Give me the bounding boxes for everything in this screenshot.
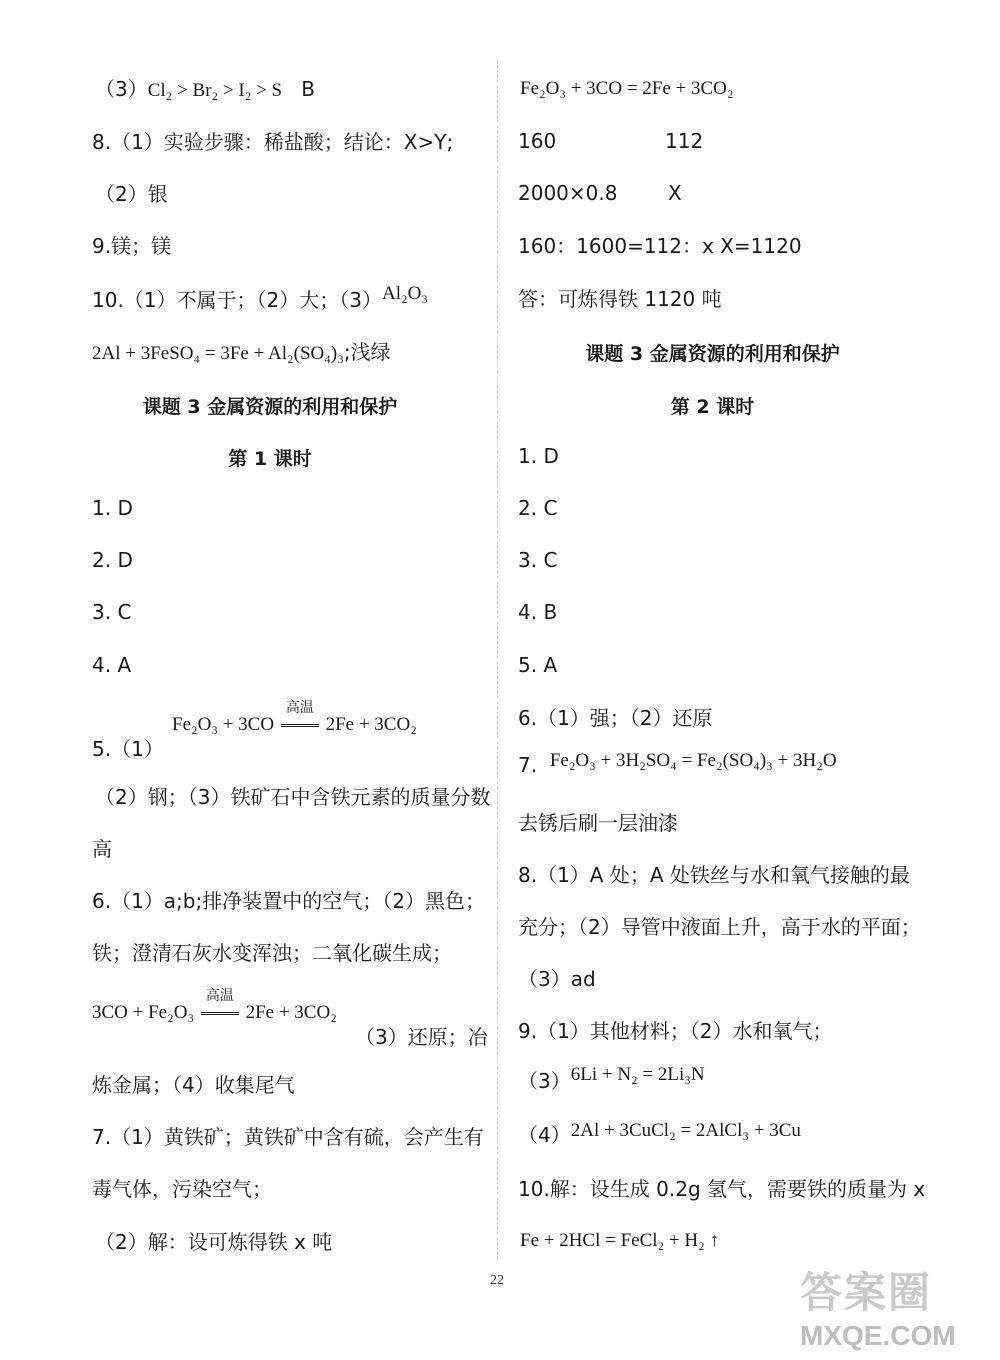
answer-r2: 2. C — [518, 496, 558, 520]
answer-r4: 4. B — [518, 600, 558, 624]
answer-r3: 3. C — [518, 548, 558, 572]
double-bar — [281, 724, 319, 727]
answer-q6-3: （3）还原；冶 — [355, 1025, 488, 1049]
answer-2: 2. D — [92, 548, 133, 572]
answer-r9-4 — [518, 1122, 801, 1150]
answer-q5-3: 高 — [92, 837, 112, 861]
calc-answer: 答：可炼得铁 1120 吨 — [518, 287, 722, 311]
answer-q9: 9.镁；镁 — [92, 234, 172, 258]
answer-line-3 — [95, 76, 315, 104]
equation-co-fe2o3 — [92, 989, 337, 1026]
answer-q8-2: （2）银 — [95, 182, 168, 206]
answer-q6-2: 铁；澄清石灰水变浑浊；二氧化碳生成； — [92, 941, 452, 965]
answer-number: 7. — [518, 753, 538, 777]
answer-r8-2: 充分；（2）导管中液面上升，高于水的平面； — [518, 915, 921, 939]
answer-r5: 5. A — [518, 653, 558, 677]
answer-q7-1: 7.（1）黄铁矿；黄铁矿中含有硫，会产生有 — [92, 1125, 484, 1149]
condition-high-temp: 高温 — [285, 701, 314, 716]
answer-q5-2: （2）钢；（3）铁矿石中含铁元素的质量分数 — [95, 785, 491, 809]
answer-q7-3: （2）解：设可炼得铁 x 吨 — [95, 1230, 333, 1254]
answer-r7 — [518, 752, 837, 780]
answer-r10: 10.解：设生成 0.2g 氢气，需要铁的质量为 x — [518, 1177, 926, 1201]
double-bar — [201, 1012, 239, 1015]
answer-r9-1: 9.（1）其他材料；（2）水和氧气； — [518, 1019, 833, 1043]
equation-fe2o3-co-plain: Fe₂O₃ + 3CO = 2Fe + 3CO₂ — [520, 78, 734, 99]
section-heading-topic-right: 课题 3 金属资源的利用和保护 — [585, 343, 840, 365]
answer-r8-1: 8.（1）A 处；A 处铁丝与水和氧气接触的最 — [518, 863, 910, 887]
answer-choice: B — [301, 77, 315, 101]
answer-r1: 1. D — [518, 444, 559, 468]
equation-al-cucl2: 2Al + 3CuCl₂ = 2AlCl₃ + 3Cu — [570, 1120, 801, 1141]
equation-fe2o3-h2so4: Fe₂O₃ + 3H₂SO₄ = Fe₂(SO₄)₃ + 3H₂O — [549, 750, 837, 771]
answer-q6-4: 炼金属；（4）收集尾气 — [92, 1073, 295, 1097]
answer-3: 3. C — [92, 600, 132, 624]
answer-q10-text: 10.（1）不属于；（2）大；（3） — [92, 288, 382, 312]
answer-label: （3） — [518, 1069, 571, 1093]
calc-112: 112 — [665, 129, 704, 153]
reaction-condition — [281, 701, 319, 738]
answer-prefix: （3） — [95, 77, 148, 101]
answer-q10-a — [92, 283, 428, 315]
logo-text-bottom: MXQE.COM — [800, 1320, 956, 1351]
answer-q8-1: 8.（1）实验步骤：稀盐酸；结论：X>Y; — [92, 130, 454, 154]
equation-li-n2: 6Li + N₂ = 2Li₃N — [570, 1064, 705, 1085]
answer-4: 4. A — [92, 653, 132, 677]
section-heading-lesson-1: 第 1 课时 — [228, 448, 312, 470]
answer-q10-b — [92, 339, 391, 367]
equation-fe2o3-co — [172, 701, 417, 738]
formula-al2o3: Al₂O₃ — [381, 283, 428, 304]
reaction-condition — [201, 989, 239, 1026]
answer-label: （4） — [518, 1123, 571, 1147]
equation-right: 2Fe + 3CO₂ — [245, 1002, 337, 1023]
equation-al-feso4: 2Al + 3FeSO₄ = 3Fe + Al₂(SO₄)₃ — [92, 343, 344, 364]
answer-r9-3 — [518, 1064, 705, 1096]
answer-q5-1: 5.（1） — [92, 737, 164, 761]
calc-160: 160 — [518, 129, 557, 153]
equation-right: 2Fe + 3CO₂ — [325, 714, 417, 735]
equation-left: 3CO + Fe₂O₃ — [92, 1002, 195, 1023]
answer-q10-end: ;浅绿 — [343, 340, 391, 364]
calc-x: X — [668, 181, 682, 205]
answer-q6-1: 6.（1）a;b;排净装置中的空气；（2）黑色； — [92, 889, 485, 913]
section-heading-lesson-2: 第 2 课时 — [670, 396, 755, 418]
answer-1: 1. D — [92, 496, 133, 520]
watermark-logo — [800, 1260, 990, 1355]
formula-halogen-order: Cl₂ > Br₂ > I₂ > S — [147, 80, 283, 101]
logo-text-top: 答案圈 — [800, 1268, 933, 1317]
condition-high-temp: 高温 — [205, 989, 234, 1004]
answer-r7-text: 去锈后刷一层油漆 — [518, 811, 678, 835]
equation-fe-hcl: Fe + 2HCl = FeCl₂ + H₂ ↑ — [520, 1230, 719, 1251]
calc-proportion: 160：1600=112：x X=1120 — [518, 234, 802, 258]
page-number: 22 — [490, 1273, 504, 1288]
answer-q7-2: 毒气体，污染空气； — [92, 1177, 272, 1201]
answer-r6: 6.（1）强；（2）还原 — [518, 706, 713, 730]
column-divider — [497, 60, 498, 1260]
equation-left: Fe₂O₃ + 3CO — [172, 714, 275, 735]
section-heading-topic-left: 课题 3 金属资源的利用和保护 — [142, 396, 398, 418]
calc-2000: 2000×0.8 — [518, 181, 618, 205]
answer-r8-3: （3）ad — [518, 967, 596, 991]
